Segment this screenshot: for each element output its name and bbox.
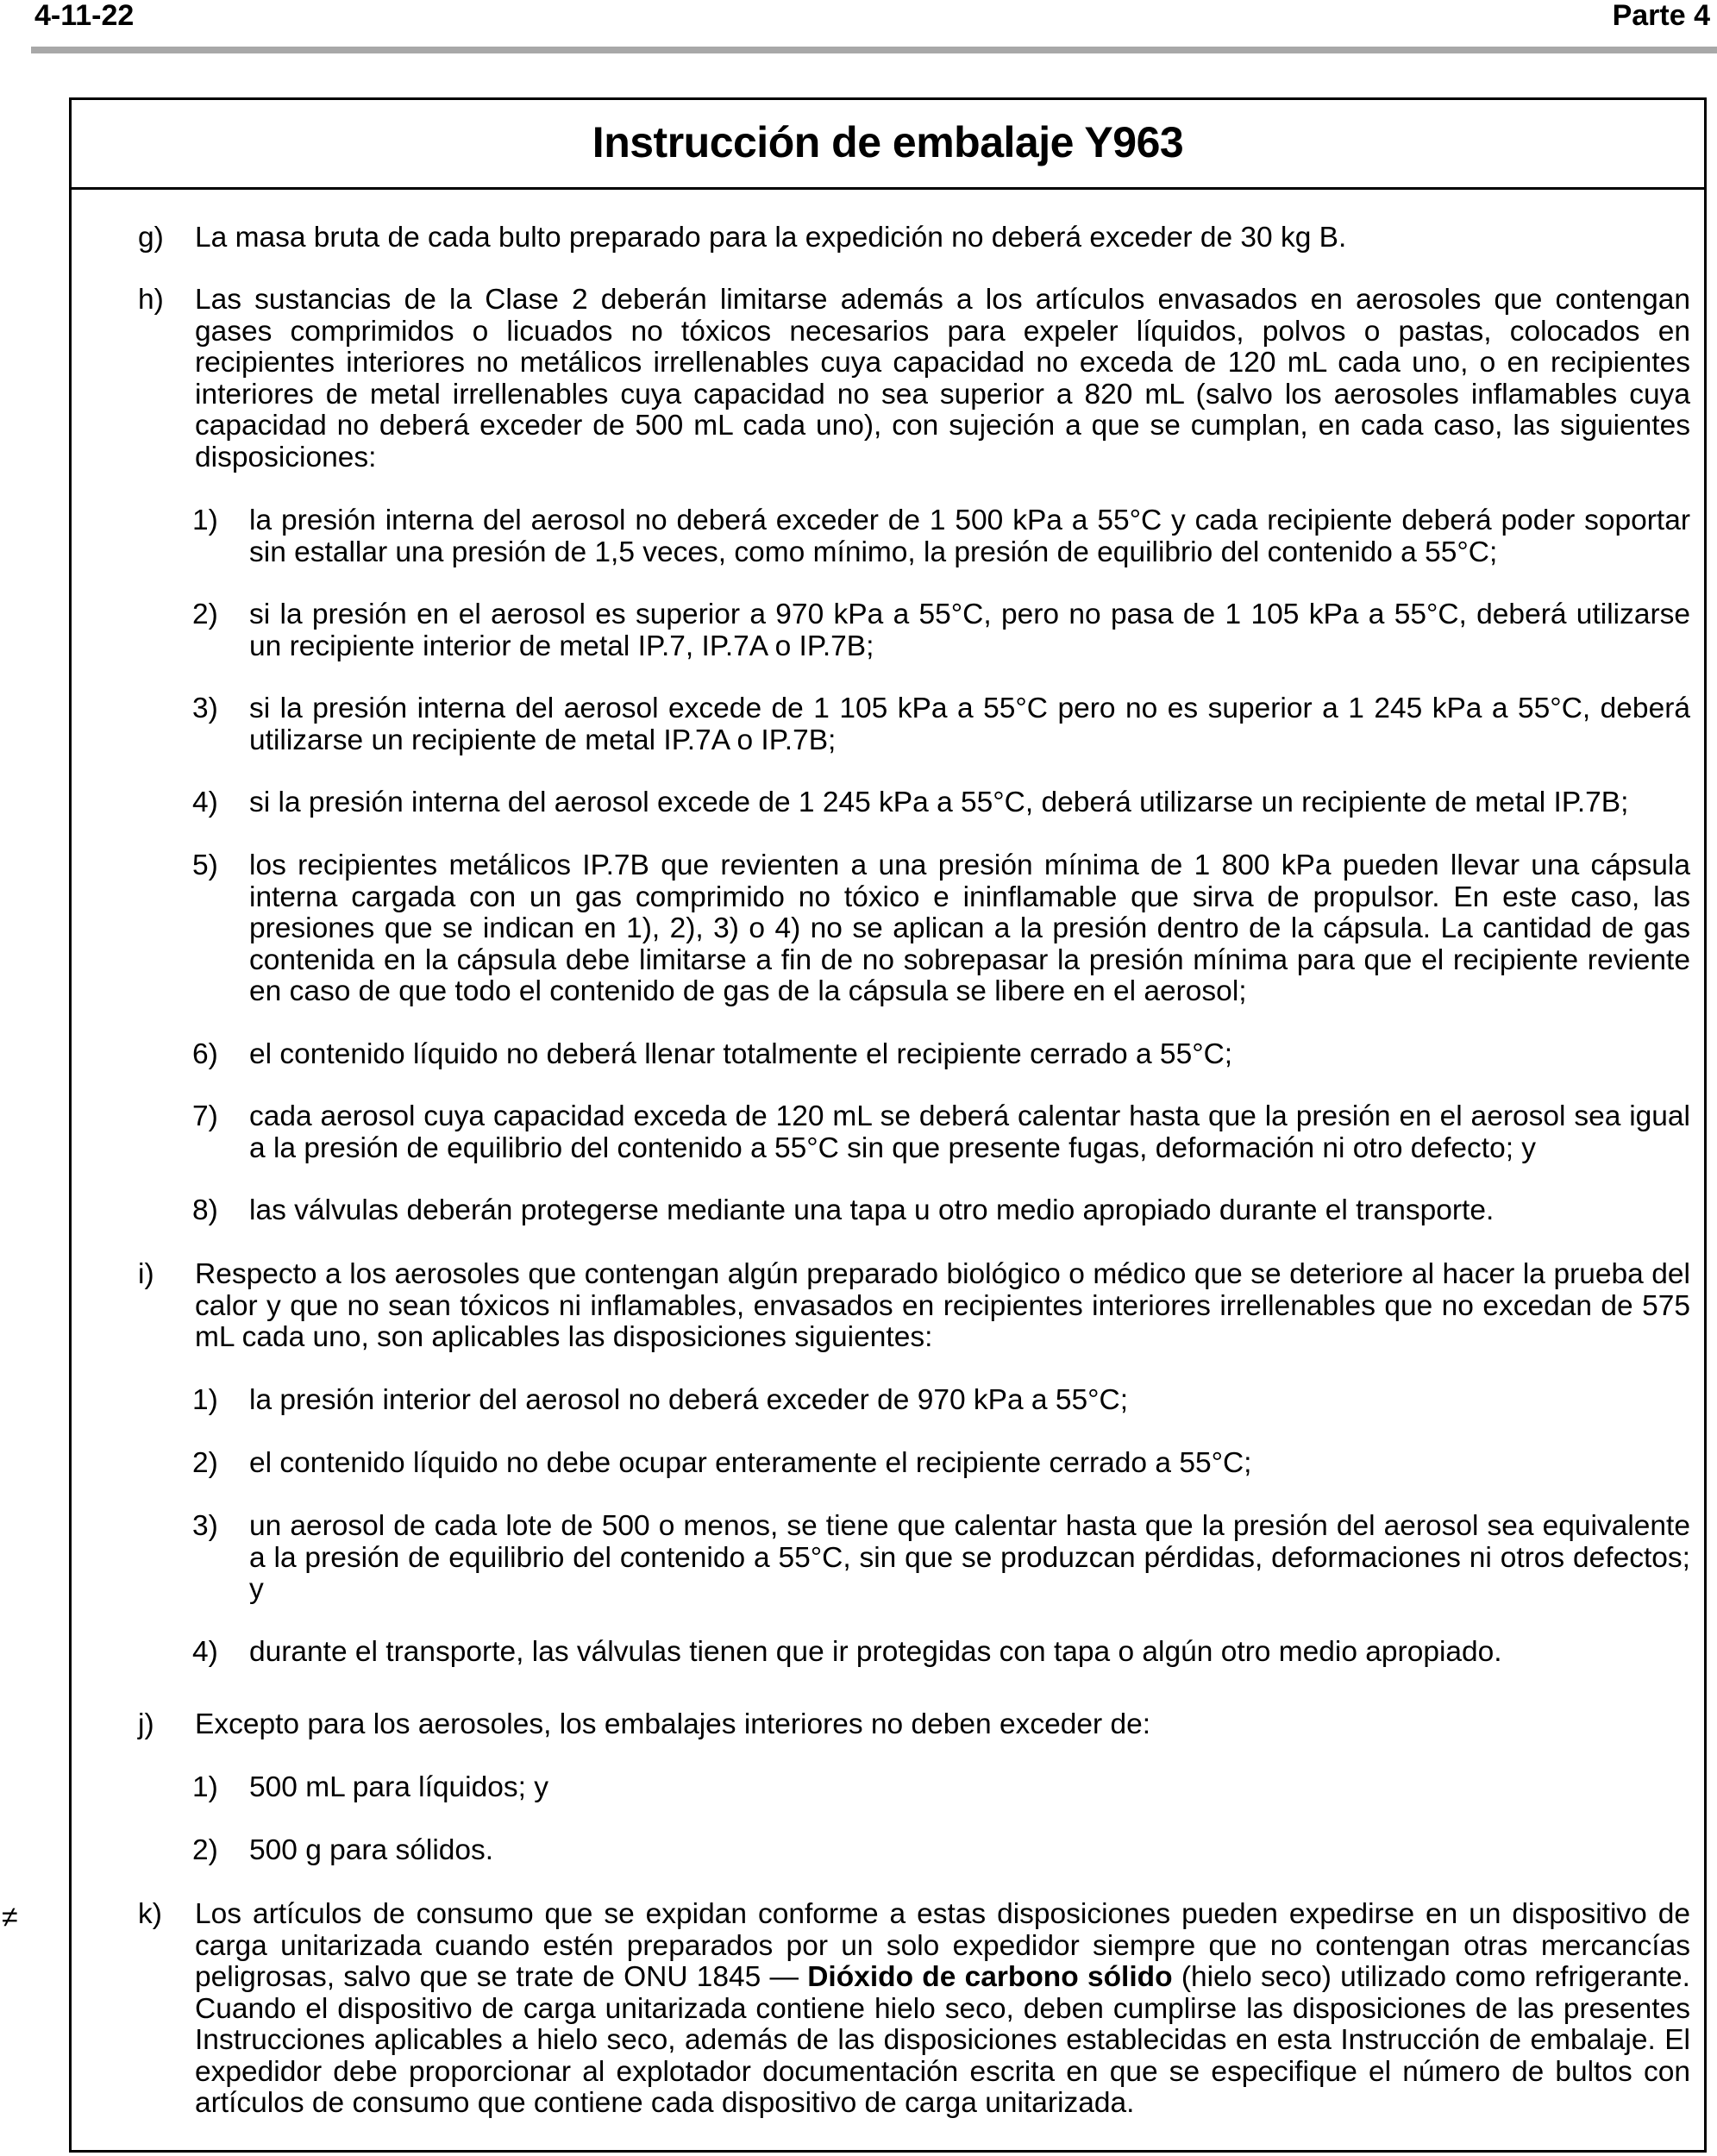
- item-k-text: [195, 1899, 1690, 2120]
- sub-text: la presión interior del aerosol no deberá exceder de 970 kPa a 55°C;: [249, 1384, 1129, 1416]
- sub-text: las válvulas deberán protegerse mediante una tapa u otro medio apropiado durante el transporte.: [249, 1194, 1495, 1226]
- sub-text: si la presión interna del aerosol excede de 1 245 kPa a 55°C, deberá utilizarse un recipiente de metal IP.7B;: [249, 787, 1629, 818]
- sub-label: 2): [192, 1834, 218, 1866]
- item-k-text-before: Los artículos de consumo que se expidan conforme a estas disposiciones pueden expedirse en un dispositivo de carga unitarizada cuando estén preparados por un solo expedidor siempre que no contengan otras mercancías peligrosas, salvo que se trate de ONU 1845 —: [195, 1898, 1690, 1993]
- item-j-label: j): [138, 1708, 154, 1740]
- item-i-sub-3: [192, 1511, 1690, 1606]
- sub-label: 2): [192, 1447, 218, 1479]
- header-rule: [31, 47, 1717, 53]
- item-g-text: La masa bruta de cada bulto preparado para la expedición no deberá exceder de 30 kg B.: [195, 222, 1347, 254]
- page-reference: 4-11-22: [34, 0, 135, 32]
- item-k-bold-substance: Dióxido de carbono sólido: [807, 1961, 1173, 1993]
- sub-text: los recipientes metálicos IP.7B que revienten a una presión mínima de 1 800 kPa pueden llevar una cápsula interna cargada con un gas comprimido no tóxico e ininflamable que sirva de propulsor. En este caso, las presiones que se indican en 1), 2), 3) o 4) no se aplican a la presión dentro de la cápsula. La cantidad de gas contenida en la cápsula debe limitarse a fin de no sobrepasar la presión mínima para que el recipiente reviente en caso de que todo el contenido de gas de la cápsula se libere en el aerosol;: [249, 849, 1690, 1007]
- item-g-label: g): [138, 222, 164, 254]
- sub-label: 7): [192, 1100, 218, 1132]
- sub-text: 500 g para sólidos.: [249, 1834, 494, 1866]
- sub-label: 1): [192, 505, 218, 536]
- item-h-text: Las sustancias de la Clase 2 deberán limitarse además a los artículos envasados en aerosoles que contengan gases comprimidos o licuados no tóxicos necesarios para expeler líquidos, polvos o pastas, colocados en recipientes interiores no metálicos irrellenables cuya capacidad no exceda de 120 mL cada uno, o en recipientes interiores de metal irrellenables cuya capacidad no sea superior a 820 mL (salvo los aerosoles inflamables cuya capacidad no deberá exceder de 500 mL cada uno), con sujeción a que se cumplan, en cada caso, las siguientes disposiciones:: [195, 284, 1690, 473]
- item-g: [138, 222, 1690, 254]
- sub-label: 3): [192, 1510, 218, 1542]
- item-h: [138, 285, 1690, 473]
- item-i-sub-1: [192, 1385, 1690, 1417]
- sub-label: 3): [192, 693, 218, 724]
- sub-label: 6): [192, 1038, 218, 1070]
- item-k-text-after: (hielo seco) utilizado como refrigerante. Cuando el dispositivo de carga unitarizada contiene hielo seco, deben cumplirse las disposiciones de las presentes Instrucciones aplicables a hielo seco, además de las disposiciones establecidas en esta Instrucción de embalaje. El expedidor debe proporcionar al explotador documentación escrita en que se especifique el número de bultos con artículos de consumo que contiene cada dispositivo de carga unitarizada.: [195, 1961, 1690, 2119]
- item-j: [138, 1709, 1690, 1741]
- item-h-sub-4: [192, 787, 1690, 819]
- item-j-text: Excepto para los aerosoles, los embalajes interiores no deben exceder de:: [195, 1708, 1151, 1740]
- change-marker: ≠: [2, 1901, 18, 1934]
- sub-text: si la presión en el aerosol es superior a 970 kPa a 55°C, pero no pasa de 1 105 kPa a 55°C, deberá utilizarse un recipiente interior de metal IP.7, IP.7A o IP.7B;: [249, 599, 1690, 662]
- item-h-sub-7: [192, 1101, 1690, 1164]
- item-h-sub-3: [192, 693, 1690, 756]
- item-h-sub-8: [192, 1195, 1690, 1227]
- sub-label: 2): [192, 599, 218, 630]
- sub-text: el contenido líquido no deberá llenar totalmente el recipiente cerrado a 55°C;: [249, 1038, 1233, 1070]
- item-k: [138, 1899, 1690, 2120]
- sub-label: 5): [192, 849, 218, 881]
- item-h-label: h): [138, 284, 164, 316]
- item-h-sub-2: [192, 599, 1690, 662]
- sub-text: durante el transporte, las válvulas tienen que ir protegidas con tapa o algún otro medio apropiado.: [249, 1636, 1502, 1668]
- sub-label: 1): [192, 1384, 218, 1416]
- item-i-sub-2: [192, 1448, 1690, 1480]
- page-title: Instrucción de embalaje Y963: [69, 97, 1707, 190]
- item-i-sub-4: [192, 1637, 1690, 1669]
- sub-label: 8): [192, 1194, 218, 1226]
- item-k-label: k): [138, 1898, 162, 1930]
- item-h-sub-1: [192, 505, 1690, 568]
- sub-text: la presión interna del aerosol no deberá exceder de 1 500 kPa a 55°C y cada recipiente deberá poder soportar sin estallar una presión de 1,5 veces, como mínimo, la presión de equilibrio del contenido a 55°C;: [249, 505, 1690, 568]
- item-j-sub-2: [192, 1835, 1690, 1867]
- sub-label: 4): [192, 1636, 218, 1668]
- item-j-sub-1: [192, 1772, 1690, 1804]
- sub-text: un aerosol de cada lote de 500 o menos, se tiene que calentar hasta que la presión del aerosol sea equivalente a la presión de equilibrio del contenido a 55°C, sin que se produzcan pérdidas, deformaciones ni otros defectos; y: [249, 1510, 1690, 1605]
- item-h-sub-5: [192, 850, 1690, 1008]
- item-h-sub-6: [192, 1039, 1690, 1071]
- item-i-text: Respecto a los aerosoles que contengan algún preparado biológico o médico que se deteriore al hacer la prueba del calor y que no sean tóxicos ni inflamables, envasados en recipientes interiores irrellenables que no excedan de 575 mL cada uno, son aplicables las disposiciones siguientes:: [195, 1258, 1690, 1353]
- part-label: Parte 4: [1612, 0, 1710, 32]
- sub-text: cada aerosol cuya capacidad exceda de 120 mL se deberá calentar hasta que la presión en el aerosol sea igual a la presión de equilibrio del contenido a 55°C sin que presente fugas, deformación ni otro defecto; y: [249, 1100, 1690, 1164]
- sub-text: si la presión interna del aerosol excede de 1 105 kPa a 55°C pero no es superior a 1 245 kPa a 55°C, deberá utilizarse un recipiente de metal IP.7A o IP.7B;: [249, 693, 1690, 756]
- sub-label: 4): [192, 787, 218, 818]
- item-i-label: i): [138, 1258, 154, 1290]
- item-i: [138, 1259, 1690, 1354]
- sub-label: 1): [192, 1771, 218, 1803]
- sub-text: el contenido líquido no debe ocupar enteramente el recipiente cerrado a 55°C;: [249, 1447, 1252, 1479]
- sub-text: 500 mL para líquidos; y: [249, 1771, 548, 1803]
